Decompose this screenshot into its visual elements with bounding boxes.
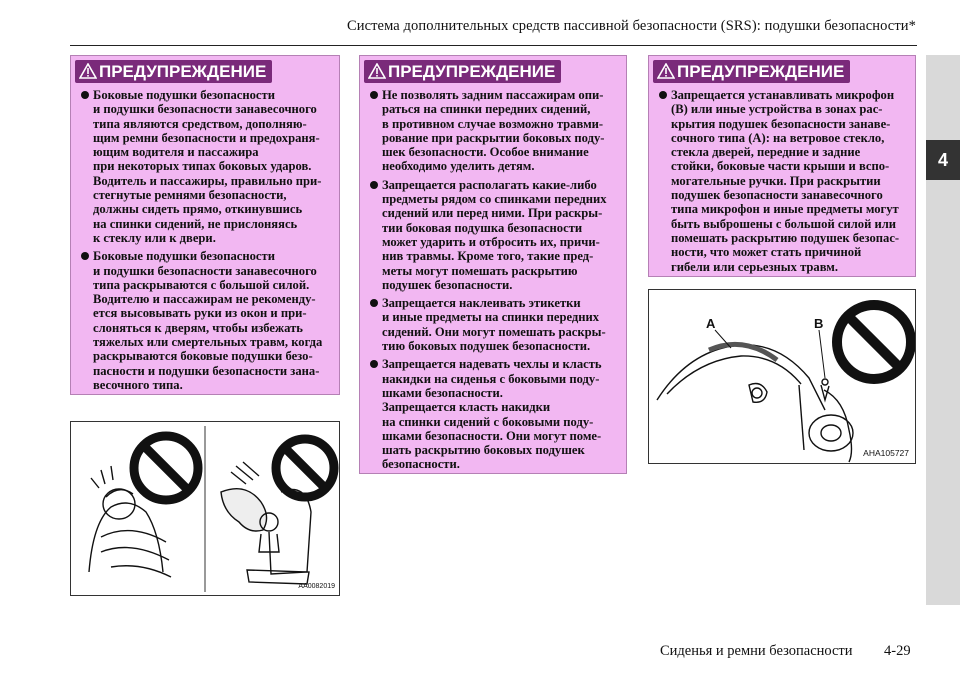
list-item: Боковые подушки безопасности и подушки безопасности занавесочного типа раскрываются с большой силой. Водителю и пассажирам не рекоменду- ется высовывать руки из окон и при- слоняться к дверям, чтобы избежать тяжелых или смертельных травм, когда раскрываются боковые подушки безо- пасности и подушки безопасности зана- весочного типа. [81, 249, 333, 392]
list-item: Не позволять задним пассажирам опи- раться на спинки передних сидений, в противном случае возможно травми- рование при раскрытии боковых поду- шек безопасности. Особое внимание необходимо уделить детям. [370, 88, 620, 174]
chapter-tab [926, 55, 960, 605]
person-leaning-figure [89, 466, 171, 577]
label-a: A [706, 316, 716, 331]
list-item: Боковые подушки безопасности и подушки безопасности занавесочного типа являются средством, дополняю- щим ремни безопасности и предохраня- ющим водителя и пассажира при некоторых типах боковых ударов. Водитель и пассажиры, правильно при- стегнутые ремнями безопасности, должны сидеть прямо, откинувшись на спинки сидений, не прислоняясь к стеклу или к двери. [81, 88, 333, 245]
bullet-icon [370, 360, 378, 368]
list-item: Запрещается надевать чехлы и класть накидки на сиденья с боковыми поду- шками безопасности. Запрещается класть накидки на спинки сидений с боковыми поду- шками безопасности. Они могут поме- шать раскрытию боковых подушек безопасности. [370, 357, 620, 471]
prohibition-sign-icon [837, 305, 911, 379]
warning-box-2 [359, 55, 627, 474]
illustration-code: AA0082019 [298, 583, 335, 590]
footer-section-title: Сиденья и ремни безопасности [660, 643, 853, 659]
warning-body [81, 88, 333, 396]
warning-heading: ПРЕДУПРЕЖДЕНИЕ [653, 60, 850, 83]
bullet-icon [370, 91, 378, 99]
prohibition-sign-icon [134, 436, 198, 500]
list-item: Запрещается наклеивать этикетки и иные предметы на спинки передних сидений. Они могут помешать раскры- тию боковых подушек безопасности. [370, 296, 620, 353]
list-item: Запрещается располагать какие-либо предметы рядом со спинками передних сидений или перед ними. При раскры- тии боковая подушка безопасности может ударить и отбросить их, причи- нив травмы. Кроме того, такие пред- меты могут помешать раскрытию подушек безопасности. [370, 178, 620, 292]
warning-box-1 [70, 55, 340, 395]
illustration-seat-prohibitions [70, 421, 340, 596]
warning-heading: ПРЕДУПРЕЖДЕНИЕ [75, 60, 272, 83]
warning-triangle-icon [79, 63, 97, 79]
warning-heading: ПРЕДУПРЕЖДЕНИЕ [364, 60, 561, 83]
cabin-interior-figure [657, 344, 853, 462]
warning-body [659, 88, 909, 278]
seat-illustration [71, 422, 339, 595]
bullet-icon [370, 299, 378, 307]
cabin-illustration [649, 290, 915, 463]
illustration-curtain-zone [648, 289, 916, 464]
warning-body [370, 88, 620, 476]
list-item: Запрещается устанавливать микрофон (B) или иные устройства в зонах рас- крытия подушек безопасности занаве- сочного типа (A): на ветровое стекло, стекла дверей, передние и задние стойки, боковые части крыши и вспо- могательные ручки. При раскрытии подушек безопасности занавесочного типа микрофон и иные предметы могут быть выброшены с большой силой или помешать раскрытию подушек безопас- ности, что может стать причиной гибели или серьезных травм. [659, 88, 909, 274]
bullet-icon [659, 91, 667, 99]
warning-box-3 [648, 55, 916, 277]
label-b: B [814, 316, 824, 331]
bullet-icon [81, 252, 89, 260]
bullet-icon [370, 181, 378, 189]
warning-triangle-icon [657, 63, 675, 79]
chapter-number: 4 [926, 140, 960, 180]
bullet-icon [81, 91, 89, 99]
page-number: 4-29 [884, 643, 911, 659]
warning-triangle-icon [368, 63, 386, 79]
child-airbag-figure [221, 462, 311, 584]
header-rule [70, 45, 917, 46]
header-title: Система дополнительных средств пассивной безопасности (SRS): подушки безопасности* [346, 18, 916, 34]
illustration-code: AHA105727 [863, 448, 909, 458]
prohibition-sign-icon [276, 439, 334, 497]
